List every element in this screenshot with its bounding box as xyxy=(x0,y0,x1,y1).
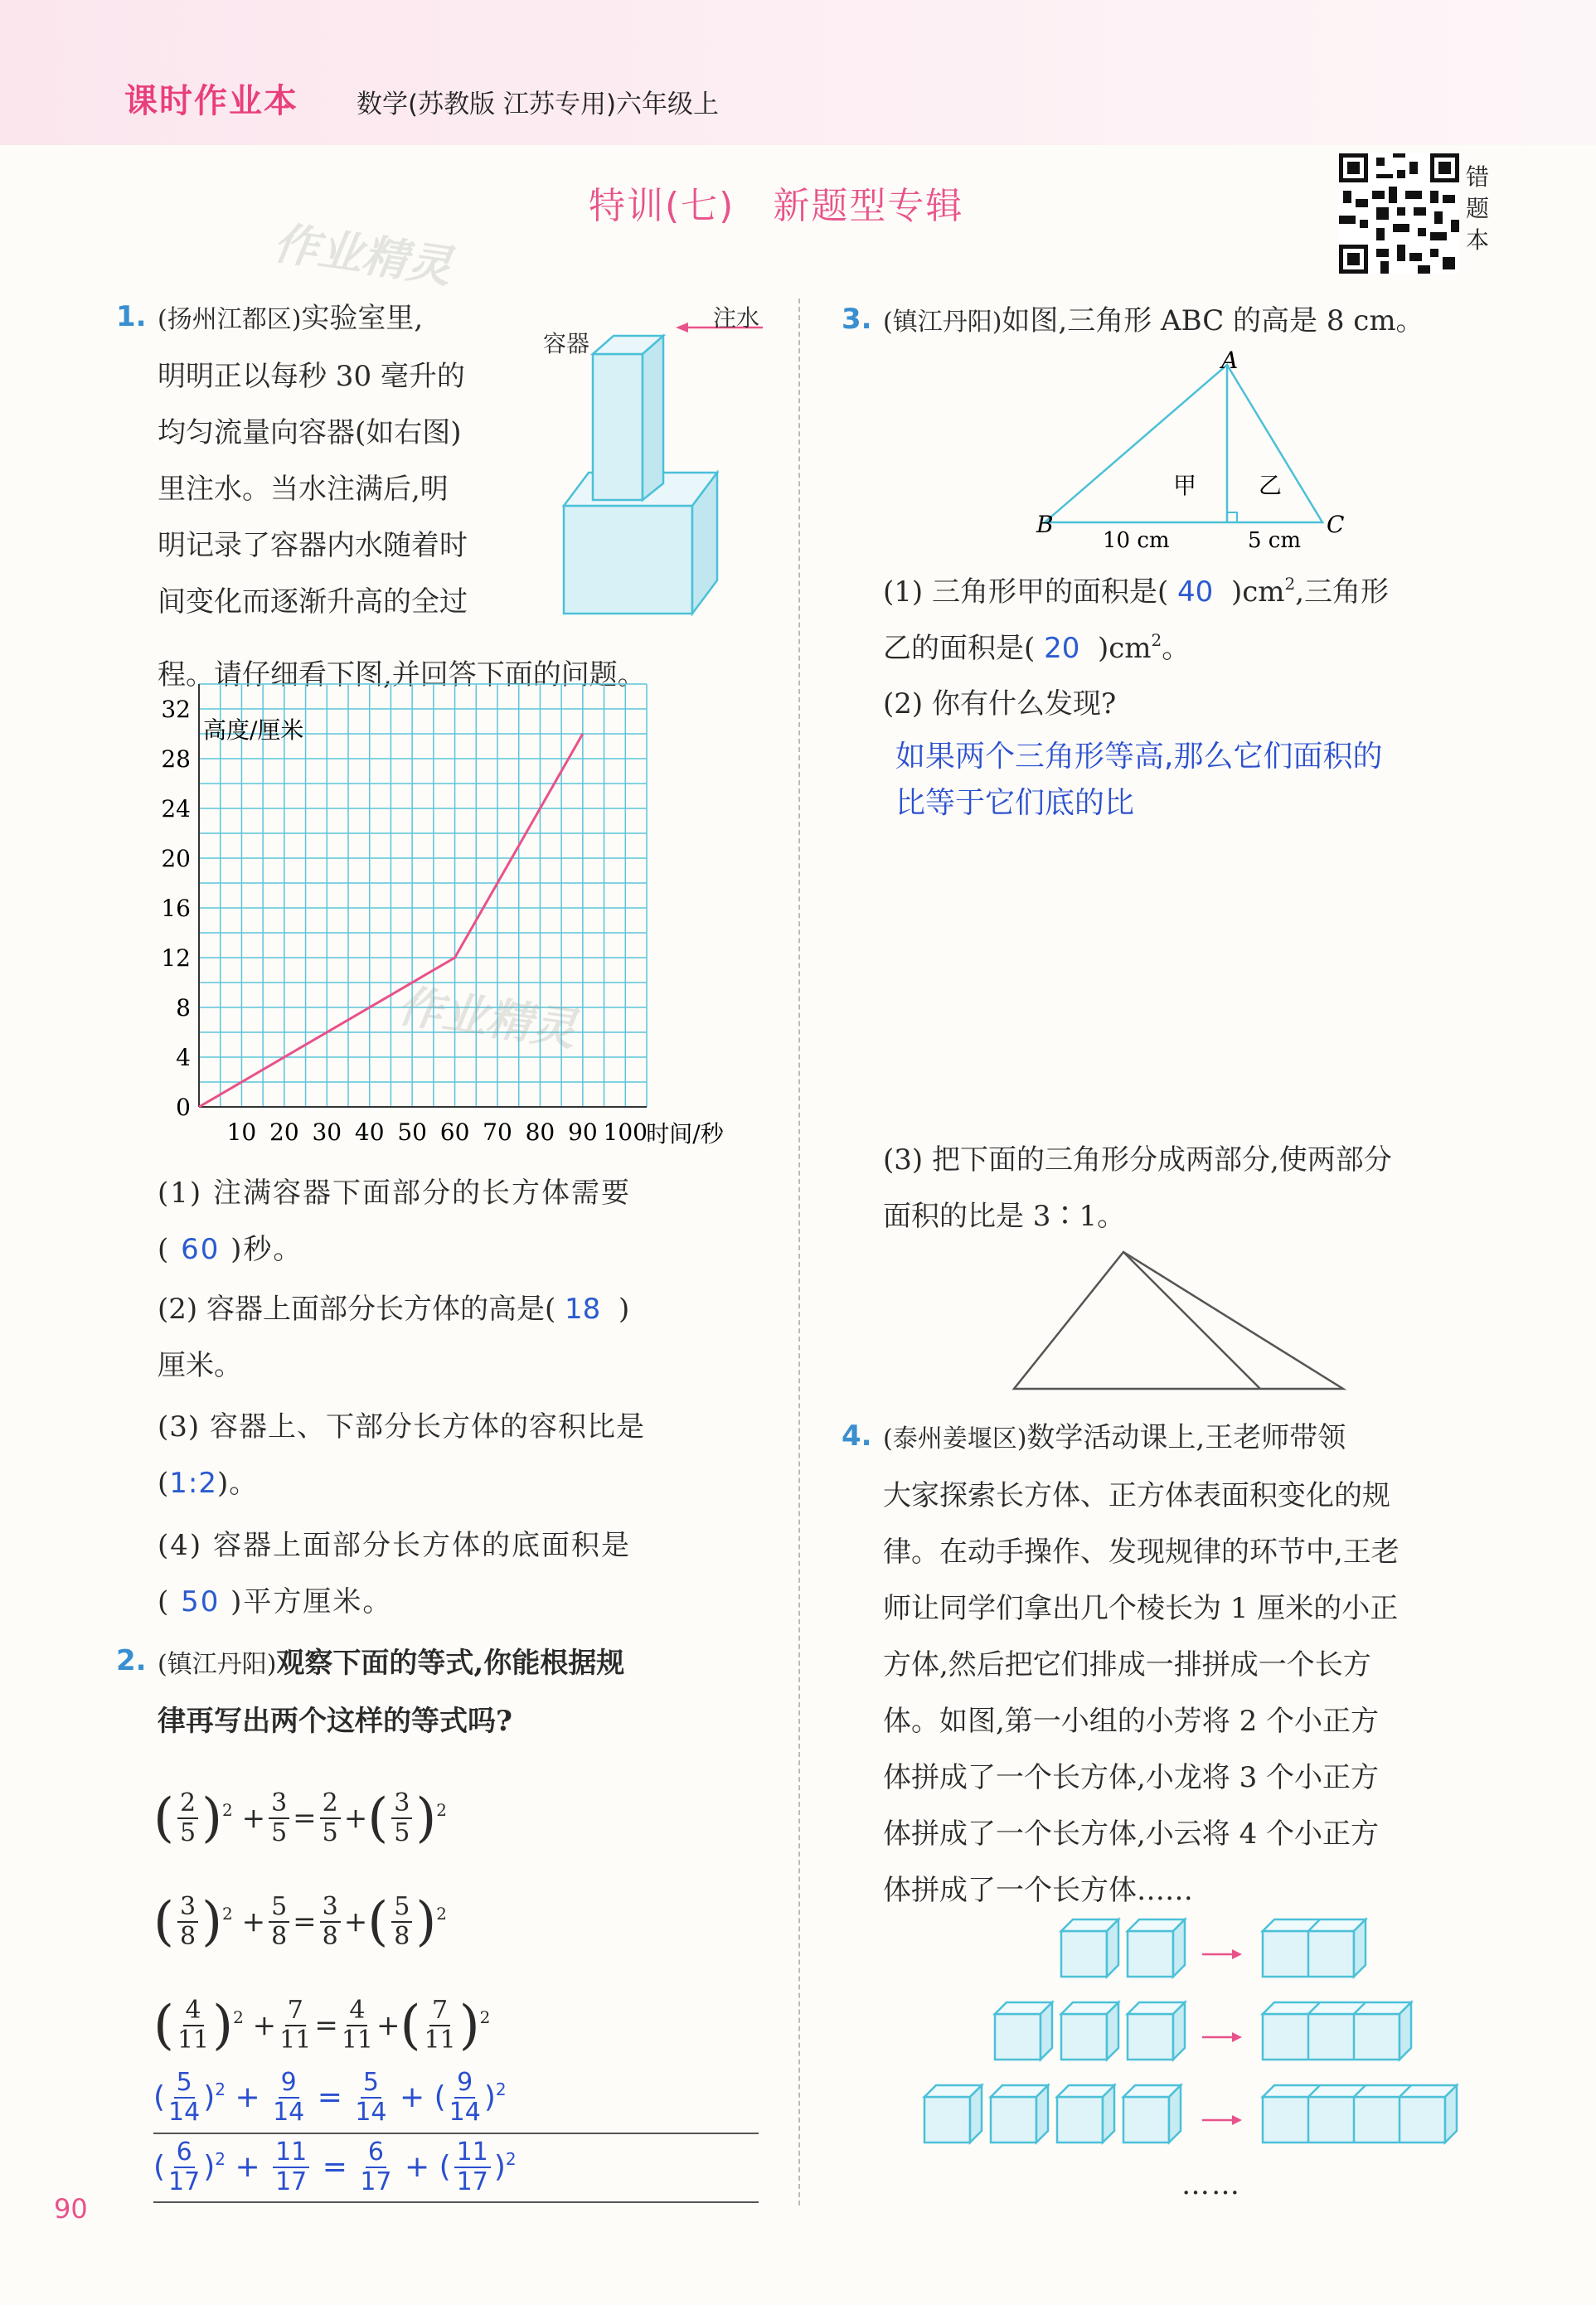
q1-sub1 xyxy=(158,1165,771,1278)
q4-line-6: 体拼成了一个长方体,小龙将 3 个小正方 xyxy=(883,1761,1380,1794)
section-title: 特训(七) 新题型专辑 xyxy=(589,185,964,227)
triangle-to-divide[interactable] xyxy=(1007,1248,1351,1393)
fraction: $\frac{3}{5}$ xyxy=(391,1789,412,1847)
fraction: $\frac{4}{11}$ xyxy=(341,1995,374,2055)
q3-sub1-answer2: 20 xyxy=(1044,632,1080,665)
y-tick-label: 24 xyxy=(161,795,191,823)
q3-sub1-text: (1) 三角形甲的面积是( xyxy=(883,575,1169,609)
fraction: $\frac{5}{8}$ xyxy=(391,1893,412,1951)
x-tick-label: 90 xyxy=(568,1119,598,1146)
fraction: $\frac{6}{17}$ xyxy=(168,2138,201,2196)
label-dc: 5 cm xyxy=(1248,528,1302,553)
q3-text xyxy=(883,293,1546,351)
q4-line-7: 体拼成了一个长方体,小云将 4 个小正方 xyxy=(883,1817,1380,1851)
equation-row: ( $\frac{2}{5}$ ) 2 + $\frac{3}{5}$ = $\frac{2}{5}$ + ( $\frac{3}{5}$ ) 2 xyxy=(153,1787,448,1849)
q4-ellipsis: …… xyxy=(1181,2168,1241,2201)
q2-source: (镇江丹阳) xyxy=(158,1650,277,1679)
joined-cuboid xyxy=(1263,1919,1366,1977)
arrow-icon xyxy=(1202,1949,1242,1959)
cube xyxy=(1263,1919,1366,1977)
q2-equations xyxy=(153,1766,783,2077)
x-tick-label: 50 xyxy=(397,1119,427,1146)
q3-sub2-answer xyxy=(895,734,1559,827)
triangle-abc-diagram xyxy=(1024,347,1345,556)
fraction: $\frac{5}{8}$ xyxy=(269,1893,289,1951)
fraction: $\frac{6}{17}$ xyxy=(360,2138,392,2196)
q1-sub4-tail: )平方厘米。 xyxy=(230,1585,393,1618)
fraction: $\frac{9}{14}$ xyxy=(449,2068,481,2127)
y-tick-label: 32 xyxy=(161,696,191,723)
fraction: $\frac{11}{17}$ xyxy=(273,2138,309,2196)
cube xyxy=(1128,1919,1185,1977)
cube xyxy=(1061,1919,1118,1977)
q1-sub4-text: (4) 容器上面部分长方体的底面积是 xyxy=(158,1529,631,1562)
cube xyxy=(924,2085,982,2142)
q4-line-2: 律。在动手操作、发现规律的环节中,王老 xyxy=(883,1536,1400,1569)
label-b: B xyxy=(1036,511,1054,538)
fraction: $\frac{2}{5}$ xyxy=(177,1789,198,1847)
sup-2: 2 xyxy=(1151,630,1162,650)
q4-line-5: 体。如图,第一小组的小芳将 2 个小正方 xyxy=(883,1705,1380,1738)
fraction: $\frac{11}{17}$ xyxy=(454,2138,491,2196)
q4-line-0: 数学活动课上,王老师带领 xyxy=(1026,1421,1346,1454)
q3-sub2-answer-2: 比等于它们底的比 xyxy=(895,786,1135,820)
q1-line-5: 间变化而逐渐升高的全过 xyxy=(158,585,468,619)
q4-line-8: 体拼成了一个长方体…… xyxy=(883,1874,1193,1907)
x-tick-label: 80 xyxy=(525,1119,555,1146)
answer-line-2 xyxy=(153,2201,759,2203)
q3-sub2-answer-1: 如果两个三角形等高,那么它们面积的 xyxy=(895,740,1383,774)
q3-sub3 xyxy=(883,1132,1546,1245)
brand-title: 课时作业本 xyxy=(124,82,298,120)
q1-sub2-unit: 厘米。 xyxy=(158,1349,242,1382)
arrow-icon xyxy=(1202,2032,1242,2042)
q2-text xyxy=(158,1635,788,1749)
q3-sub1 xyxy=(883,564,1546,677)
q1-sub3-text: (3) 容器上、下部分长方体的容积比是 xyxy=(158,1410,645,1444)
y-tick-label: 0 xyxy=(176,1094,191,1121)
answer-equation: ( $\frac{6}{17}$ ) 2 + $\frac{11}{17}$ = $\frac{6}{17}$ + ( $\frac{11}{17}$ ) 2 xyxy=(153,2138,517,2196)
q1-line-0: 实验室里, xyxy=(301,302,424,335)
q1-text xyxy=(158,290,564,630)
header-band xyxy=(0,0,1596,145)
label-a: A xyxy=(1221,347,1239,374)
q1-sub2 xyxy=(158,1281,771,1394)
q2-text-b: 律再写出两个这样的等式吗? xyxy=(158,1705,512,1738)
fraction: $\frac{5}{14}$ xyxy=(168,2068,201,2127)
q1-sub3 xyxy=(158,1399,771,1512)
paren-open: ( xyxy=(158,1585,171,1618)
q1-line-2: 均匀流量向容器(如右图) xyxy=(158,416,462,449)
q3-number: 3. xyxy=(842,303,872,336)
q1-line-4: 明记录了容器内水随着时 xyxy=(158,529,468,562)
cube xyxy=(1123,2085,1181,2142)
answer-line-1 xyxy=(153,2133,759,2134)
q3-source: (镇江丹阳) xyxy=(883,308,1002,337)
x-tick-label: 40 xyxy=(354,1119,385,1146)
x-tick-label: 100 xyxy=(603,1119,648,1146)
column-divider xyxy=(798,298,800,2206)
y-tick-label: 12 xyxy=(161,944,191,972)
q1-source: (扬州江都区) xyxy=(158,305,302,334)
joined-cuboid xyxy=(1263,2002,1411,2060)
fraction: $\frac{3}{8}$ xyxy=(320,1893,341,1951)
x-axis-label: 时间/秒 xyxy=(646,1120,724,1148)
q4-line-4: 方体,然后把它们排成一排拼成一个长方 xyxy=(883,1648,1371,1681)
paren-close: ) xyxy=(618,1293,630,1326)
q1-sub3-answer: 1:2 xyxy=(169,1467,217,1500)
fraction: $\frac{3}{8}$ xyxy=(177,1893,198,1951)
fraction: $\frac{7}{11}$ xyxy=(424,1995,456,2055)
label-jia: 甲 xyxy=(1173,472,1197,499)
qr-label: 错题本 xyxy=(1466,163,1490,254)
q1-sub1-tail: )秒。 xyxy=(230,1233,303,1266)
q1-sub3-tail: )。 xyxy=(216,1467,259,1500)
y-tick-label: 16 xyxy=(161,895,191,922)
paren-open: ( xyxy=(158,1233,171,1266)
x-tick-label: 10 xyxy=(226,1119,257,1146)
q1-line-6: 程。请仔细看下图,并回答下面的问题。 xyxy=(158,658,646,692)
cube xyxy=(1061,2002,1118,2060)
cube-arrangement-diagram xyxy=(916,1919,1455,2185)
q3-sub2: (2) 你有什么发现? xyxy=(883,687,1117,721)
q1-sub4-answer: 50 xyxy=(181,1585,221,1618)
qr-code-icon[interactable] xyxy=(1339,153,1459,274)
q4-text xyxy=(883,1410,1546,1919)
q3-sub3-text: (3) 把下面的三角形分成两部分,使两部分 xyxy=(883,1143,1392,1177)
q1-line-3: 里注水。当水注满后,明 xyxy=(158,473,449,506)
q4-source: (泰州姜堰区) xyxy=(883,1424,1027,1453)
q1-sub2-answer: 18 xyxy=(565,1293,601,1326)
x-tick-label: 30 xyxy=(312,1119,342,1146)
page-number: 90 xyxy=(54,2193,88,2225)
y-tick-label: 28 xyxy=(161,745,191,773)
q4-number: 4. xyxy=(842,1419,872,1453)
fraction: $\frac{3}{5}$ xyxy=(269,1789,289,1847)
q1-sub2-text: (2) 容器上面部分长方体的高是( xyxy=(158,1293,556,1326)
q3-stem: 如图,三角形 ABC 的高是 8 cm。 xyxy=(1002,304,1424,337)
y-tick-label: 20 xyxy=(161,845,191,872)
y-tick-label: 8 xyxy=(176,994,191,1021)
q2-text-a: 观察下面的等式,你能根据规 xyxy=(276,1647,625,1680)
inflow-label: 注水 xyxy=(713,304,760,332)
q4-line-3: 师让同学们拿出几个棱长为 1 厘米的小正 xyxy=(883,1592,1399,1625)
x-tick-label: 20 xyxy=(269,1119,299,1146)
q3-sub1-text2: 乙的面积是( xyxy=(883,632,1036,665)
q1-sub1-answer: 60 xyxy=(181,1233,221,1266)
sup-2: 2 xyxy=(1284,574,1296,594)
period: 。 xyxy=(1162,632,1191,665)
equation-row: ( $\frac{4}{11}$ ) 2 + $\frac{7}{11}$ = $\frac{4}{11}$ + ( $\frac{7}{11}$ ) 2 xyxy=(153,1994,491,2056)
subject-title: 数学(苏教版 江苏专用)六年级上 xyxy=(357,90,720,119)
q3-sub1-mid: ,三角形 xyxy=(1295,575,1390,609)
y-axis-label: 高度/厘米 xyxy=(203,716,304,744)
unit-cm: )cm xyxy=(1097,632,1152,665)
fraction: $\frac{5}{14}$ xyxy=(355,2068,387,2127)
fraction: $\frac{7}{11}$ xyxy=(279,1995,312,2055)
q3-sub3-text2: 面积的比是 3∶1。 xyxy=(883,1200,1126,1233)
fraction: $\frac{4}{11}$ xyxy=(177,1995,210,2055)
q3-sub1-answer1: 40 xyxy=(1177,575,1214,609)
cube xyxy=(991,2085,1048,2142)
answer-equation: ( $\frac{5}{14}$ ) 2 + $\frac{9}{14}$ = $\frac{5}{14}$ + ( $\frac{9}{14}$ ) 2 xyxy=(153,2068,507,2127)
cube xyxy=(1263,2002,1411,2060)
q1-sub4 xyxy=(158,1517,771,1630)
x-tick-label: 70 xyxy=(483,1119,512,1146)
watermark-top: 作业精灵 xyxy=(270,216,455,294)
fraction: $\frac{2}{5}$ xyxy=(320,1789,341,1847)
q1-line-1: 明明正以每秒 30 毫升的 xyxy=(158,360,465,393)
arrow-icon xyxy=(1202,2115,1242,2125)
cube xyxy=(1263,2085,1457,2142)
cube xyxy=(995,2002,1052,2060)
label-c: C xyxy=(1327,511,1345,538)
container-label: 容器 xyxy=(543,330,590,357)
q1-number: 1. xyxy=(116,300,147,333)
y-tick-label: 4 xyxy=(176,1044,191,1071)
q1-sub1-text: (1) 注满容器下面部分的长方体需要 xyxy=(158,1177,631,1210)
q2-number: 2. xyxy=(116,1644,147,1677)
equation-row: ( $\frac{3}{8}$ ) 2 + $\frac{5}{8}$ = $\frac{3}{8}$ + ( $\frac{5}{8}$ ) 2 xyxy=(153,1890,448,1953)
unit-cm: )cm xyxy=(1230,575,1285,609)
label-yi: 乙 xyxy=(1259,472,1283,499)
cube xyxy=(1057,2085,1114,2142)
label-bd: 10 cm xyxy=(1103,528,1170,553)
fraction: $\frac{9}{14}$ xyxy=(273,2068,305,2127)
watermark-chart: 作业精灵 xyxy=(395,979,580,1056)
q4-line-1: 大家探索长方体、正方体表面积变化的规 xyxy=(883,1479,1390,1512)
joined-cuboid xyxy=(1263,2085,1457,2142)
height-time-chart xyxy=(153,696,783,1161)
cube xyxy=(1128,2002,1185,2060)
x-tick-label: 60 xyxy=(439,1119,470,1146)
paren-open: ( xyxy=(158,1467,170,1500)
